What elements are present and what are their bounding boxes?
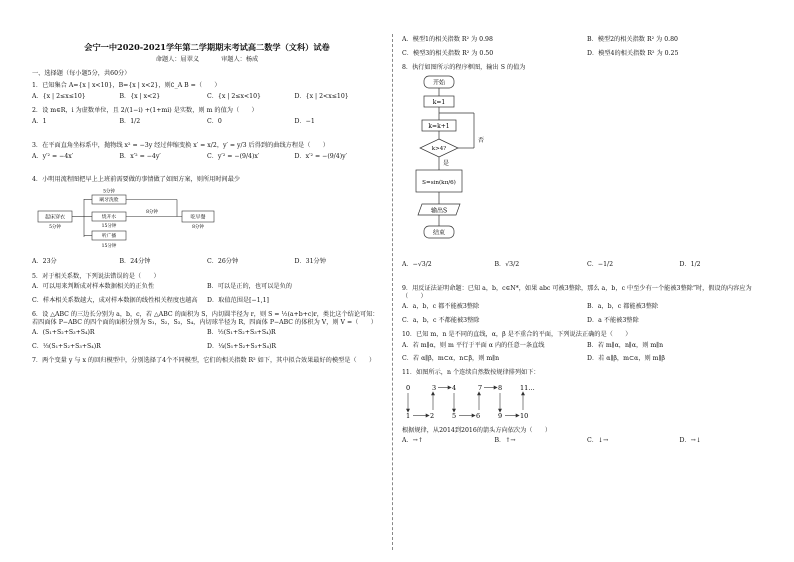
q8-option-a[interactable]: A．−√3/2 bbox=[402, 261, 432, 268]
q4-option-a[interactable]: A．23分 bbox=[32, 257, 57, 265]
morning-routine-flowchart bbox=[32, 187, 232, 253]
q3-option-b[interactable]: B．x′² = −4y′ bbox=[119, 152, 161, 160]
q1-option-d[interactable]: D．{x | 2<x≤10} bbox=[294, 92, 349, 100]
flow-init: k=1 bbox=[432, 99, 446, 107]
pattern-bottom-3: 6 bbox=[476, 411, 481, 420]
question-7-options-row2 bbox=[402, 50, 772, 58]
q6-option-d[interactable]: D．¼(S₁+S₂+S₃+S₄)R bbox=[207, 343, 277, 350]
left-column bbox=[32, 36, 382, 368]
flow-boil-label: 烧开水 bbox=[101, 215, 117, 220]
pattern-arrows bbox=[406, 383, 525, 417]
setter-name: 命题人：屈翠义 bbox=[155, 56, 200, 64]
question-5-options-row2 bbox=[32, 297, 382, 305]
question-8-options bbox=[402, 261, 772, 269]
q5-option-a[interactable]: A．可以用来判断成对样本数据相关的正负性 bbox=[32, 283, 155, 291]
q10-option-c[interactable]: C．若 α∥β，m⊂α，n⊂β，则 m∥n bbox=[402, 355, 500, 363]
question-9-options-row2 bbox=[402, 317, 772, 325]
question-1-stem: 1．已知集合 A={x | x<10}，B={x | x<2}，则∁_A B =（ ） bbox=[32, 81, 221, 89]
question-1-options bbox=[32, 93, 382, 101]
right-column bbox=[402, 36, 772, 452]
pattern-top-5: 11… bbox=[520, 383, 535, 392]
flow-wash-label: 刷牙洗脸 bbox=[99, 198, 119, 203]
exam-authors bbox=[32, 56, 382, 64]
q1-option-b[interactable]: B．{x | x<2} bbox=[119, 92, 161, 100]
q8-option-d[interactable]: D．1/2 bbox=[679, 261, 701, 268]
question-4-options bbox=[32, 258, 382, 266]
flow-breakfast-label: 吃早餐 bbox=[190, 214, 206, 221]
flow-yes-label: 是 bbox=[443, 160, 450, 168]
q11-option-a[interactable]: A．→↑ bbox=[402, 437, 424, 445]
pattern-bottom-2: 5 bbox=[452, 411, 457, 420]
q2-option-b[interactable]: B．1/2 bbox=[119, 118, 141, 125]
question-11-after: 根据规律，从2014到2016的箭头方向依次为（ ） bbox=[402, 426, 552, 434]
flow-step: k=k+1 bbox=[428, 123, 450, 131]
q7-option-c[interactable]: C．模型3的相关指数 R² 为 0.50 bbox=[402, 49, 494, 57]
q9-option-c[interactable]: C．a，b，c 不都能被3整除 bbox=[402, 317, 480, 324]
pattern-top-1: 3 bbox=[432, 383, 437, 392]
q7-option-b[interactable]: B．模型2的相关指数 R² 为 0.80 bbox=[587, 36, 678, 43]
section-heading: 一、选择题（每小题5分，共60分） bbox=[32, 70, 131, 77]
q6-option-c[interactable]: C．⅓(S₁+S₂+S₃+S₄)R bbox=[32, 343, 101, 350]
flow-top-label: 5分钟 bbox=[103, 189, 115, 195]
flow-boil-time: 15分钟 bbox=[101, 224, 117, 229]
q11-option-b[interactable]: B．↑→ bbox=[494, 437, 516, 445]
q7-option-a[interactable]: A．模型1的相关指数 R² 为 0.98 bbox=[402, 36, 493, 43]
q9-option-d[interactable]: D．a 不能被3整除 bbox=[587, 317, 639, 324]
flow-breakfast-time: 8分钟 bbox=[192, 225, 204, 230]
question-6-options-row2 bbox=[32, 343, 382, 351]
flow-assign: S=sin(kπ/6) bbox=[422, 180, 456, 187]
question-9-stem: 9．用反证法证明命题：已知 a，b，c∈N*，如果 abc 可被3整除，那么 a，b，c 中至少有一个能被3整除”时，假设的内容应为（ ） bbox=[402, 284, 752, 300]
q2-option-d[interactable]: D．−1 bbox=[294, 118, 315, 125]
question-10-options-row1 bbox=[402, 342, 772, 350]
pattern-top-0: 0 bbox=[406, 383, 411, 392]
q4-option-c[interactable]: C．26分钟 bbox=[207, 257, 239, 265]
pattern-bottom-0: 1 bbox=[406, 411, 411, 420]
flow-mid-label: 8分钟 bbox=[146, 210, 158, 215]
q6-option-a[interactable]: A．(S₁+S₂+S₃+S₄)R bbox=[32, 329, 95, 337]
flow-condition: k>4? bbox=[431, 146, 447, 153]
checker-name: 审题人：杨成 bbox=[221, 56, 259, 64]
q7-option-d[interactable]: D．模型4的相关指数 R² 为 0.25 bbox=[587, 49, 679, 57]
q2-option-a[interactable]: A．1 bbox=[32, 118, 47, 125]
q6-option-b[interactable]: B．½(S₁+S₂+S₃+S₄)R bbox=[207, 329, 276, 337]
question-2-options bbox=[32, 118, 382, 126]
q3-option-a[interactable]: A．y′² = −4x′ bbox=[32, 152, 74, 160]
q1-option-a[interactable]: A．{x | 2≤x≤10} bbox=[32, 92, 86, 100]
q4-option-d[interactable]: D．31分钟 bbox=[294, 257, 326, 265]
q3-option-c[interactable]: C．y′² = −(9/4)x′ bbox=[207, 152, 260, 160]
flow-radio-time: 15分钟 bbox=[101, 244, 117, 249]
pattern-bottom-1: 2 bbox=[430, 411, 435, 420]
q3-option-d[interactable]: D．x′² = −(9/4)y′ bbox=[294, 152, 348, 160]
q5-option-d[interactable]: D．取值范围是[−1,1] bbox=[207, 297, 269, 304]
question-7-stem: 7．两个变量 y 与 x 的回归模型中，分别选择了4个不同模型，它们的相关指数 R² 如下，其中拟合效果最好的模型是（ ） bbox=[32, 356, 376, 364]
question-11-stem: 11．如图所示，n 个连续自然数按规律排列如下： bbox=[402, 369, 540, 376]
q5-option-b[interactable]: B．可以是正的，也可以是负的 bbox=[207, 283, 292, 291]
q10-option-b[interactable]: B．若 m∥α，n∥α，则 m∥n bbox=[587, 341, 664, 349]
flow-start-time: 5分钟 bbox=[49, 225, 61, 230]
q5-option-c[interactable]: C．样本相关系数越大，成对样本数据的线性相关程度也越高 bbox=[32, 297, 198, 304]
q8-option-c[interactable]: C．−1/2 bbox=[587, 261, 614, 268]
q10-option-d[interactable]: D．若 α∥β，m⊂α，则 m∥β bbox=[587, 355, 665, 363]
question-10-stem: 10．已知 m，n 是不同的直线，α，β 是不重合的平面，下列说法正确的是（ ） bbox=[402, 330, 632, 338]
q1-option-c[interactable]: C．{x | 2≤x<10} bbox=[207, 92, 261, 100]
q9-option-b[interactable]: B．a，b，c 都能被3整除 bbox=[587, 303, 659, 311]
question-5-options-row1 bbox=[32, 283, 382, 291]
flow-start: 开始 bbox=[432, 79, 446, 87]
question-4-stem: 4．小明用流程图把早上上班前需要做的事情做了如图方案，则所用时间最少 bbox=[32, 176, 241, 184]
flow-radio-label: 听广播 bbox=[101, 234, 117, 239]
question-11-options bbox=[402, 437, 772, 445]
question-10-options-row2 bbox=[402, 355, 772, 363]
pattern-bottom-5: 10 bbox=[520, 411, 529, 420]
q4-option-b[interactable]: B．24分钟 bbox=[119, 257, 151, 265]
flow-start-label: 起床穿衣 bbox=[44, 214, 66, 221]
q10-option-a[interactable]: A．若 m∥α，则 m 平行于平面 α 内的任意一条直线 bbox=[402, 341, 545, 349]
flow-output: 输出S bbox=[430, 207, 448, 215]
question-2-stem: 2．设 m∈R，i 为虚数单位，且 2/(1−i) +(1+mi) 是实数，则 m 的值为（ ） bbox=[32, 107, 258, 115]
question-6-options-row1 bbox=[32, 329, 382, 337]
pattern-top-2: 4 bbox=[452, 383, 457, 392]
program-flowchart bbox=[402, 74, 522, 256]
q9-option-a[interactable]: A．a，b，c 都不能被3整除 bbox=[402, 303, 480, 311]
pattern-bottom-4: 9 bbox=[498, 411, 503, 420]
column-divider bbox=[392, 34, 393, 550]
question-3-options bbox=[32, 153, 382, 161]
flow-end: 结束 bbox=[432, 229, 446, 237]
question-7-options-row1 bbox=[402, 36, 772, 44]
q11-option-c[interactable]: C．↓→ bbox=[587, 437, 609, 445]
question-5-stem: 5．对于相关系数，下列说法错误的是（ ） bbox=[32, 272, 160, 280]
pattern-top-4: 8 bbox=[498, 383, 503, 392]
exam-title: 会宁一中2020-2021学年第二学期期末考试高二数学（文科）试卷 bbox=[84, 42, 330, 52]
pattern-top-3: 7 bbox=[478, 383, 483, 392]
number-pattern-diagram bbox=[402, 380, 562, 424]
q8-option-b[interactable]: B．√3/2 bbox=[494, 261, 520, 268]
question-3-stem: 3．在平面直角坐标系中，抛物线 x² = −3y 经过伸缩变换 x′ = x/2，y′ = y/3 后得到的曲线方程是（ ） bbox=[32, 141, 329, 149]
question-8-stem: 8．执行如图所示的程序框图，输出 S 的值为 bbox=[402, 63, 526, 71]
question-6-stem: 6．设 △ABC 的三边长分别为 a，b，c，若 △ABC 的面积为 S，内切圆半径为 r，则 S = ½(a+b+c)r，类比这个结论可知：若四面体 P−ABC 的四个面的面积分别为 S₁，S₂，S₃，S₄，内切球半径为 R，四面体 P−ABC 的体积为 V，则 V =（ ） bbox=[32, 310, 379, 326]
q2-option-c[interactable]: C．0 bbox=[207, 118, 222, 125]
q11-option-d[interactable]: D．→↓ bbox=[679, 437, 702, 445]
question-9-options-row1 bbox=[402, 303, 772, 311]
flow-no-label: 否 bbox=[478, 137, 485, 145]
